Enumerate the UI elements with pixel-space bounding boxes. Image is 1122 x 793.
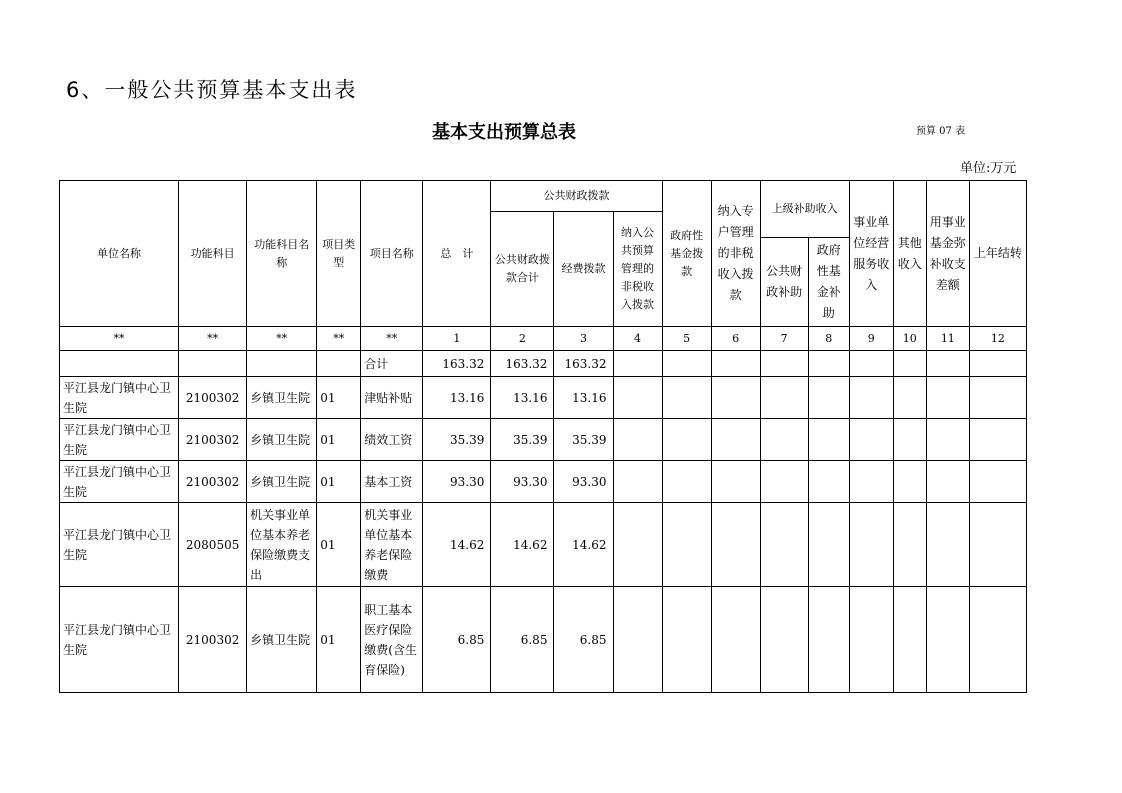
header-public-fiscal-total: 公共财政拨款合计: [491, 212, 554, 327]
col-number: 2: [491, 327, 554, 351]
table-row: [60, 419, 1027, 461]
col-number: 12: [969, 327, 1026, 351]
unit-label: 单位:万元: [960, 161, 1017, 176]
cell-funding: 13.16: [554, 377, 613, 419]
header-other-income: 其他收入: [893, 181, 926, 327]
section-title: 6、一般公共预算基本支出表: [66, 78, 358, 102]
header-business-income: 事业单位经营服务收入: [849, 181, 893, 327]
header-fund-compensation: 用事业基金弥补收支差额: [926, 181, 969, 327]
total-value: 163.32: [423, 351, 491, 377]
cell-total: 6.85: [423, 587, 491, 693]
total-funding: 163.32: [554, 351, 613, 377]
col-number: 8: [808, 327, 849, 351]
col-number: **: [60, 327, 179, 351]
cell-func-name: 乡镇卫生院: [247, 461, 317, 503]
cell-func-name: 乡镇卫生院: [247, 377, 317, 419]
col-number: 4: [613, 327, 662, 351]
cell-funding: 35.39: [554, 419, 613, 461]
header-public-fiscal: 公共财政拨款: [491, 181, 662, 212]
cell-public-fiscal: 35.39: [491, 419, 554, 461]
cell-item-type: 01: [317, 461, 361, 503]
cell-item-name: 津贴补贴: [361, 377, 423, 419]
cell-total: 35.39: [423, 419, 491, 461]
col-number: 11: [926, 327, 969, 351]
col-number: **: [361, 327, 423, 351]
header-superior-subsidy: 上级补助收入: [760, 181, 849, 238]
header-gov-fund: 政府性基金拨款: [662, 181, 711, 327]
table-row: [60, 587, 1027, 693]
col-number: 7: [760, 327, 808, 351]
table-title: 基本支出预算总表: [432, 122, 576, 143]
cell-item-name: 绩效工资: [361, 419, 423, 461]
col-number: **: [317, 327, 361, 351]
header-total: 总 计: [423, 181, 491, 327]
cell-public-fiscal: 6.85: [491, 587, 554, 693]
col-number: 1: [423, 327, 491, 351]
cell-item-type: 01: [317, 503, 361, 587]
cell-item-type: 01: [317, 587, 361, 693]
total-label: 合计: [361, 351, 423, 377]
cell-public-fiscal: 14.62: [491, 503, 554, 587]
total-public-fiscal: 163.32: [491, 351, 554, 377]
header-sup-public-fiscal: 公共财政补助: [760, 238, 808, 327]
cell-func-code: 2100302: [179, 587, 247, 693]
header-func-name: 功能科目名称: [247, 181, 317, 327]
cell-total: 13.16: [423, 377, 491, 419]
cell-func-code: 2100302: [179, 419, 247, 461]
cell-item-type: 01: [317, 377, 361, 419]
cell-funding: 14.62: [554, 503, 613, 587]
table-body: [60, 351, 1027, 693]
header-non-tax-public: 纳入公共预算管理的非税收入拨款: [613, 212, 662, 327]
cell-unit: 平江县龙门镇中心卫生院: [60, 419, 179, 461]
col-number: 3: [554, 327, 613, 351]
table-code: 预算 07 表: [916, 126, 966, 137]
cell-unit: 平江县龙门镇中心卫生院: [60, 503, 179, 587]
table-row: [60, 503, 1027, 587]
cell-item-name: 基本工资: [361, 461, 423, 503]
cell-funding: 6.85: [554, 587, 613, 693]
header-item-type: 项目类型: [317, 181, 361, 327]
cell-unit: 平江县龙门镇中心卫生院: [60, 461, 179, 503]
header-item-name: 项目名称: [361, 181, 423, 327]
cell-func-code: 2100302: [179, 377, 247, 419]
cell-func-code: 2080505: [179, 503, 247, 587]
header-func-code: 功能科目: [179, 181, 247, 327]
cell-func-name: 机关事业单位基本养老保险缴费支出: [247, 503, 317, 587]
budget-table: [59, 180, 1027, 693]
cell-func-code: 2100302: [179, 461, 247, 503]
cell-funding: 93.30: [554, 461, 613, 503]
header-unit-name: 单位名称: [60, 181, 179, 327]
cell-item-type: 01: [317, 419, 361, 461]
column-number-row: [60, 327, 1027, 351]
cell-item-name: 职工基本医疗保险缴费(含生育保险): [361, 587, 423, 693]
col-number: 10: [893, 327, 926, 351]
cell-item-name: 机关事业单位基本养老保险缴费: [361, 503, 423, 587]
cell-public-fiscal: 13.16: [491, 377, 554, 419]
col-number: 6: [711, 327, 760, 351]
header-prior-carryover: 上年结转: [969, 181, 1026, 327]
total-row: [60, 351, 1027, 377]
table-header: [60, 181, 1027, 351]
table-row: [60, 377, 1027, 419]
col-number: 5: [662, 327, 711, 351]
col-number: **: [179, 327, 247, 351]
cell-total: 93.30: [423, 461, 491, 503]
header-non-tax-special: 纳入专户管理的非税收入拨款: [711, 181, 760, 327]
cell-unit: 平江县龙门镇中心卫生院: [60, 377, 179, 419]
col-number: 9: [849, 327, 893, 351]
col-number: **: [247, 327, 317, 351]
cell-func-name: 乡镇卫生院: [247, 419, 317, 461]
cell-unit: 平江县龙门镇中心卫生院: [60, 587, 179, 693]
table-row: [60, 461, 1027, 503]
cell-total: 14.62: [423, 503, 491, 587]
cell-func-name: 乡镇卫生院: [247, 587, 317, 693]
header-funding: 经费拨款: [554, 212, 613, 327]
cell-public-fiscal: 93.30: [491, 461, 554, 503]
header-sup-gov-fund: 政府性基金补助: [808, 238, 849, 327]
